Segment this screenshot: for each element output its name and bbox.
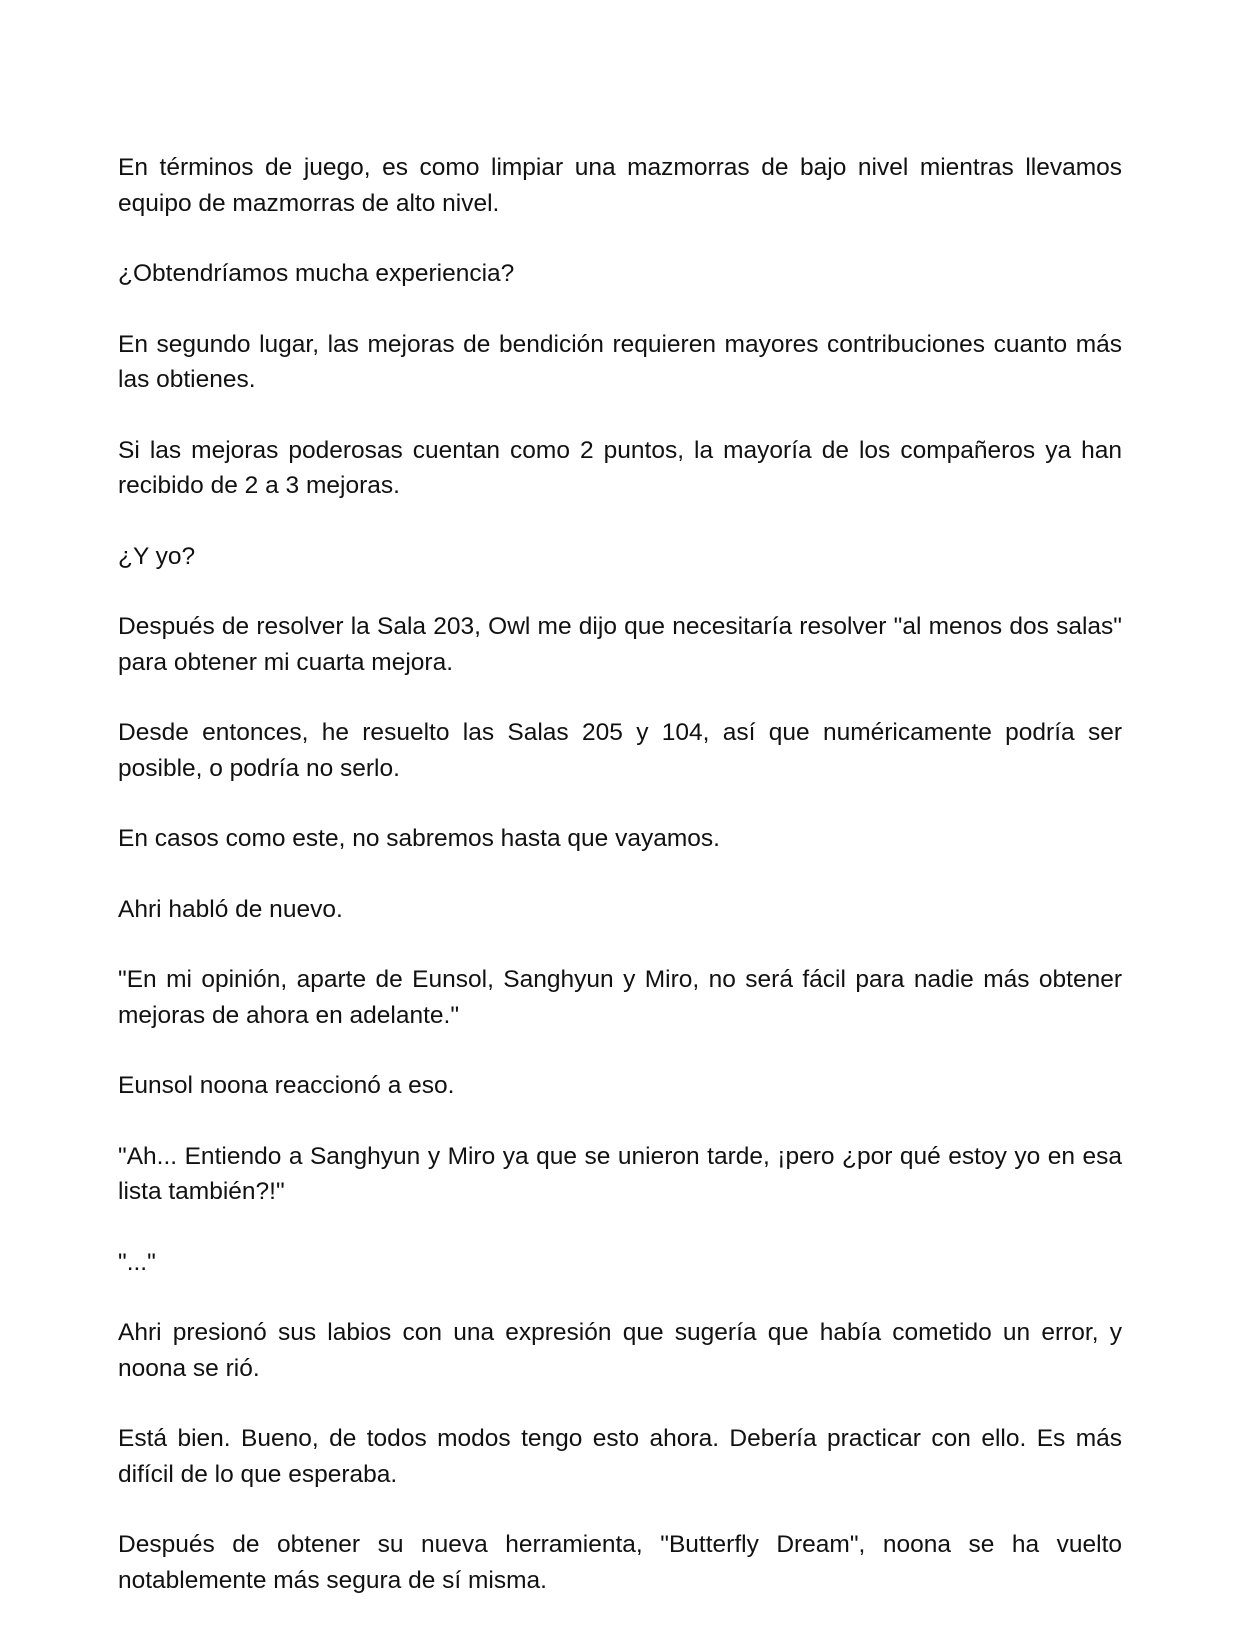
paragraph-8: En casos como este, no sabremos hasta que vayamos. (118, 825, 720, 852)
document-body (118, 150, 1122, 1633)
paragraph-9: Ahri habló de nuevo. (118, 895, 343, 923)
paragraph-4: Si las mejoras poderosas cuentan como 2 puntos, la mayoría de los compañeros ya han recibido de 2 a 3 mejoras. (118, 436, 1122, 499)
paragraph-14: Ahri presionó sus labios con una expresión que sugería que había cometido un error, y noona se rió. (118, 1319, 1122, 1382)
paragraph-2: ¿Obtendríamos mucha experiencia? (118, 260, 515, 287)
paragraph-1: En términos de juego, es como limpiar una mazmorras de bajo nivel mientras llevamos equipo de mazmorras de alto nivel. (118, 154, 1122, 217)
paragraph-15: Está bien. Bueno, de todos modos tengo esto ahora. Debería practicar con ello. Es más difícil de lo que esperaba. (118, 1425, 1122, 1488)
paragraph-3: En segundo lugar, las mejoras de bendición requieren mayores contribuciones cuanto más las obtienes. (118, 330, 1122, 393)
paragraph-7: Desde entonces, he resuelto las Salas 205 y 104, así que numéricamente podría ser posible, o podría no serlo. (118, 719, 1122, 782)
paragraph-13: "..." (118, 1248, 156, 1276)
paragraph-12: "Ah... Entiendo a Sanghyun y Miro ya que se unieron tarde, ¡pero ¿por qué estoy yo en esa lista también?!" (118, 1142, 1122, 1205)
paragraph-16: Después de obtener su nueva herramienta, "Butterfly Dream", noona se ha vuelto notablemente más segura de sí misma. (118, 1531, 1122, 1594)
paragraph-5: ¿Y yo? (118, 542, 196, 570)
paragraph-11: Eunsol noona reaccionó a eso. (118, 1072, 455, 1099)
paragraph-10: "En mi opinión, aparte de Eunsol, Sanghyun y Miro, no será fácil para nadie más obtener mejoras de ahora en adelante." (118, 966, 1122, 1029)
paragraph-6: Después de resolver la Sala 203, Owl me dijo que necesitaría resolver "al menos dos salas" para obtener mi cuarta mejora. (118, 613, 1122, 676)
